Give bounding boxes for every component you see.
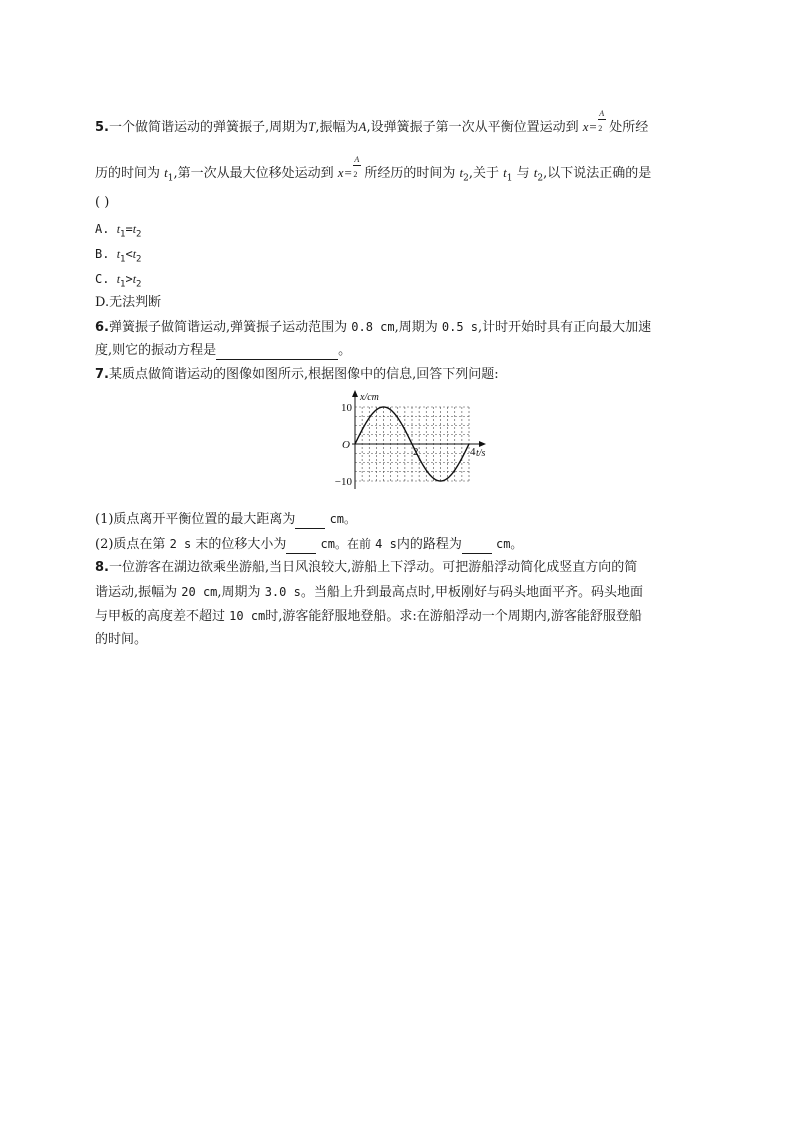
q5-line-2: 历的时间为 $t_1$,第一次从最大位移处运动到 x= $\frac{A}{2}$ 所经历的时间为 $t_2$,关于 $t_1$ 与 $t_2$,以下说法正确的是 [95,155,652,184]
x-axis-label: t/s [476,448,486,459]
q6-line-1: 6.弹簧振子做简谐运动,弹簧振子运动范围为 0.8 cm,周期为 0.5 s,计时开始时具有正向最大加速 [95,320,652,335]
q7-line-1: 7.某质点做简谐运动的图像如图所示,根据图像中的信息,回答下列问题: [95,367,499,382]
origin-label: O [342,439,350,451]
fraction-a-over-2: $\frac{A}{2}$ [352,164,364,182]
q8-line-2: 谐运动,振幅为 20 cm,周期为 3.0 s。当船上升到最高点时,甲板刚好与码头地面平齐。码头地面 [95,585,643,600]
y-axis-arrow [352,390,358,397]
q7-2a-answer-blank[interactable] [286,539,316,554]
q7-sub-2: (2)质点在第 2 s 末的位移大小为 cm。在前 4 s内的路程为 cm。 [95,537,523,552]
q8-number: 8. [95,560,109,575]
q6-number: 6. [95,320,109,335]
q5-number: 5. [95,120,109,135]
q6-answer-blank[interactable] [216,345,338,360]
fraction-a-over-2: $\frac{A}{2}$ [597,118,609,136]
q8-line-3: 与甲板的高度差不超过 10 cm时,游客能舒服地登船。求:在游船浮动一个周期内,游客能舒服登船 [95,609,642,624]
y-axis-label: x/cm [360,392,379,403]
q6-line-2: 度,则它的振动方程是 。 [95,343,352,358]
q5-option-c[interactable]: C. $t_1>t_2$ [95,272,142,290]
q7-number: 7. [95,367,109,382]
q5-option-b[interactable]: B. $t_1<t_2$ [95,247,142,265]
q5-option-d[interactable]: D.无法判断 [95,295,162,310]
oscillation-graph [330,388,486,494]
q8-line-4: 的时间。 [95,632,148,647]
q7-2b-answer-blank[interactable] [462,539,492,554]
q7-sub-1: (1)质点离开平衡位置的最大距离为 cm。 [95,512,357,527]
q5-option-a[interactable]: A. $t_1=t_2$ [95,222,142,240]
y-tick-label-bottom: −10 [334,476,352,488]
q8-line-1: 8.一位游客在湖边欲乘坐游船,当日风浪较大,游船上下浮动。可把游船浮动简化成竖直方向的简 [95,560,638,575]
q5-line-1: 5.一个做简谐运动的弹簧振子,周期为T,振幅为A,设弹簧振子第一次从平衡位置运动到 x= $\frac{A}{2}$ 处所经 [95,109,649,135]
x-tick-label-2: 2 [413,446,419,458]
x-tick-label-4: 4 [470,446,476,458]
q5-answer-paren: ( ) [95,195,110,210]
y-tick-label-top: 10 [341,402,352,414]
x-axis-arrow [479,441,486,447]
q7-1-answer-blank[interactable] [295,514,325,529]
